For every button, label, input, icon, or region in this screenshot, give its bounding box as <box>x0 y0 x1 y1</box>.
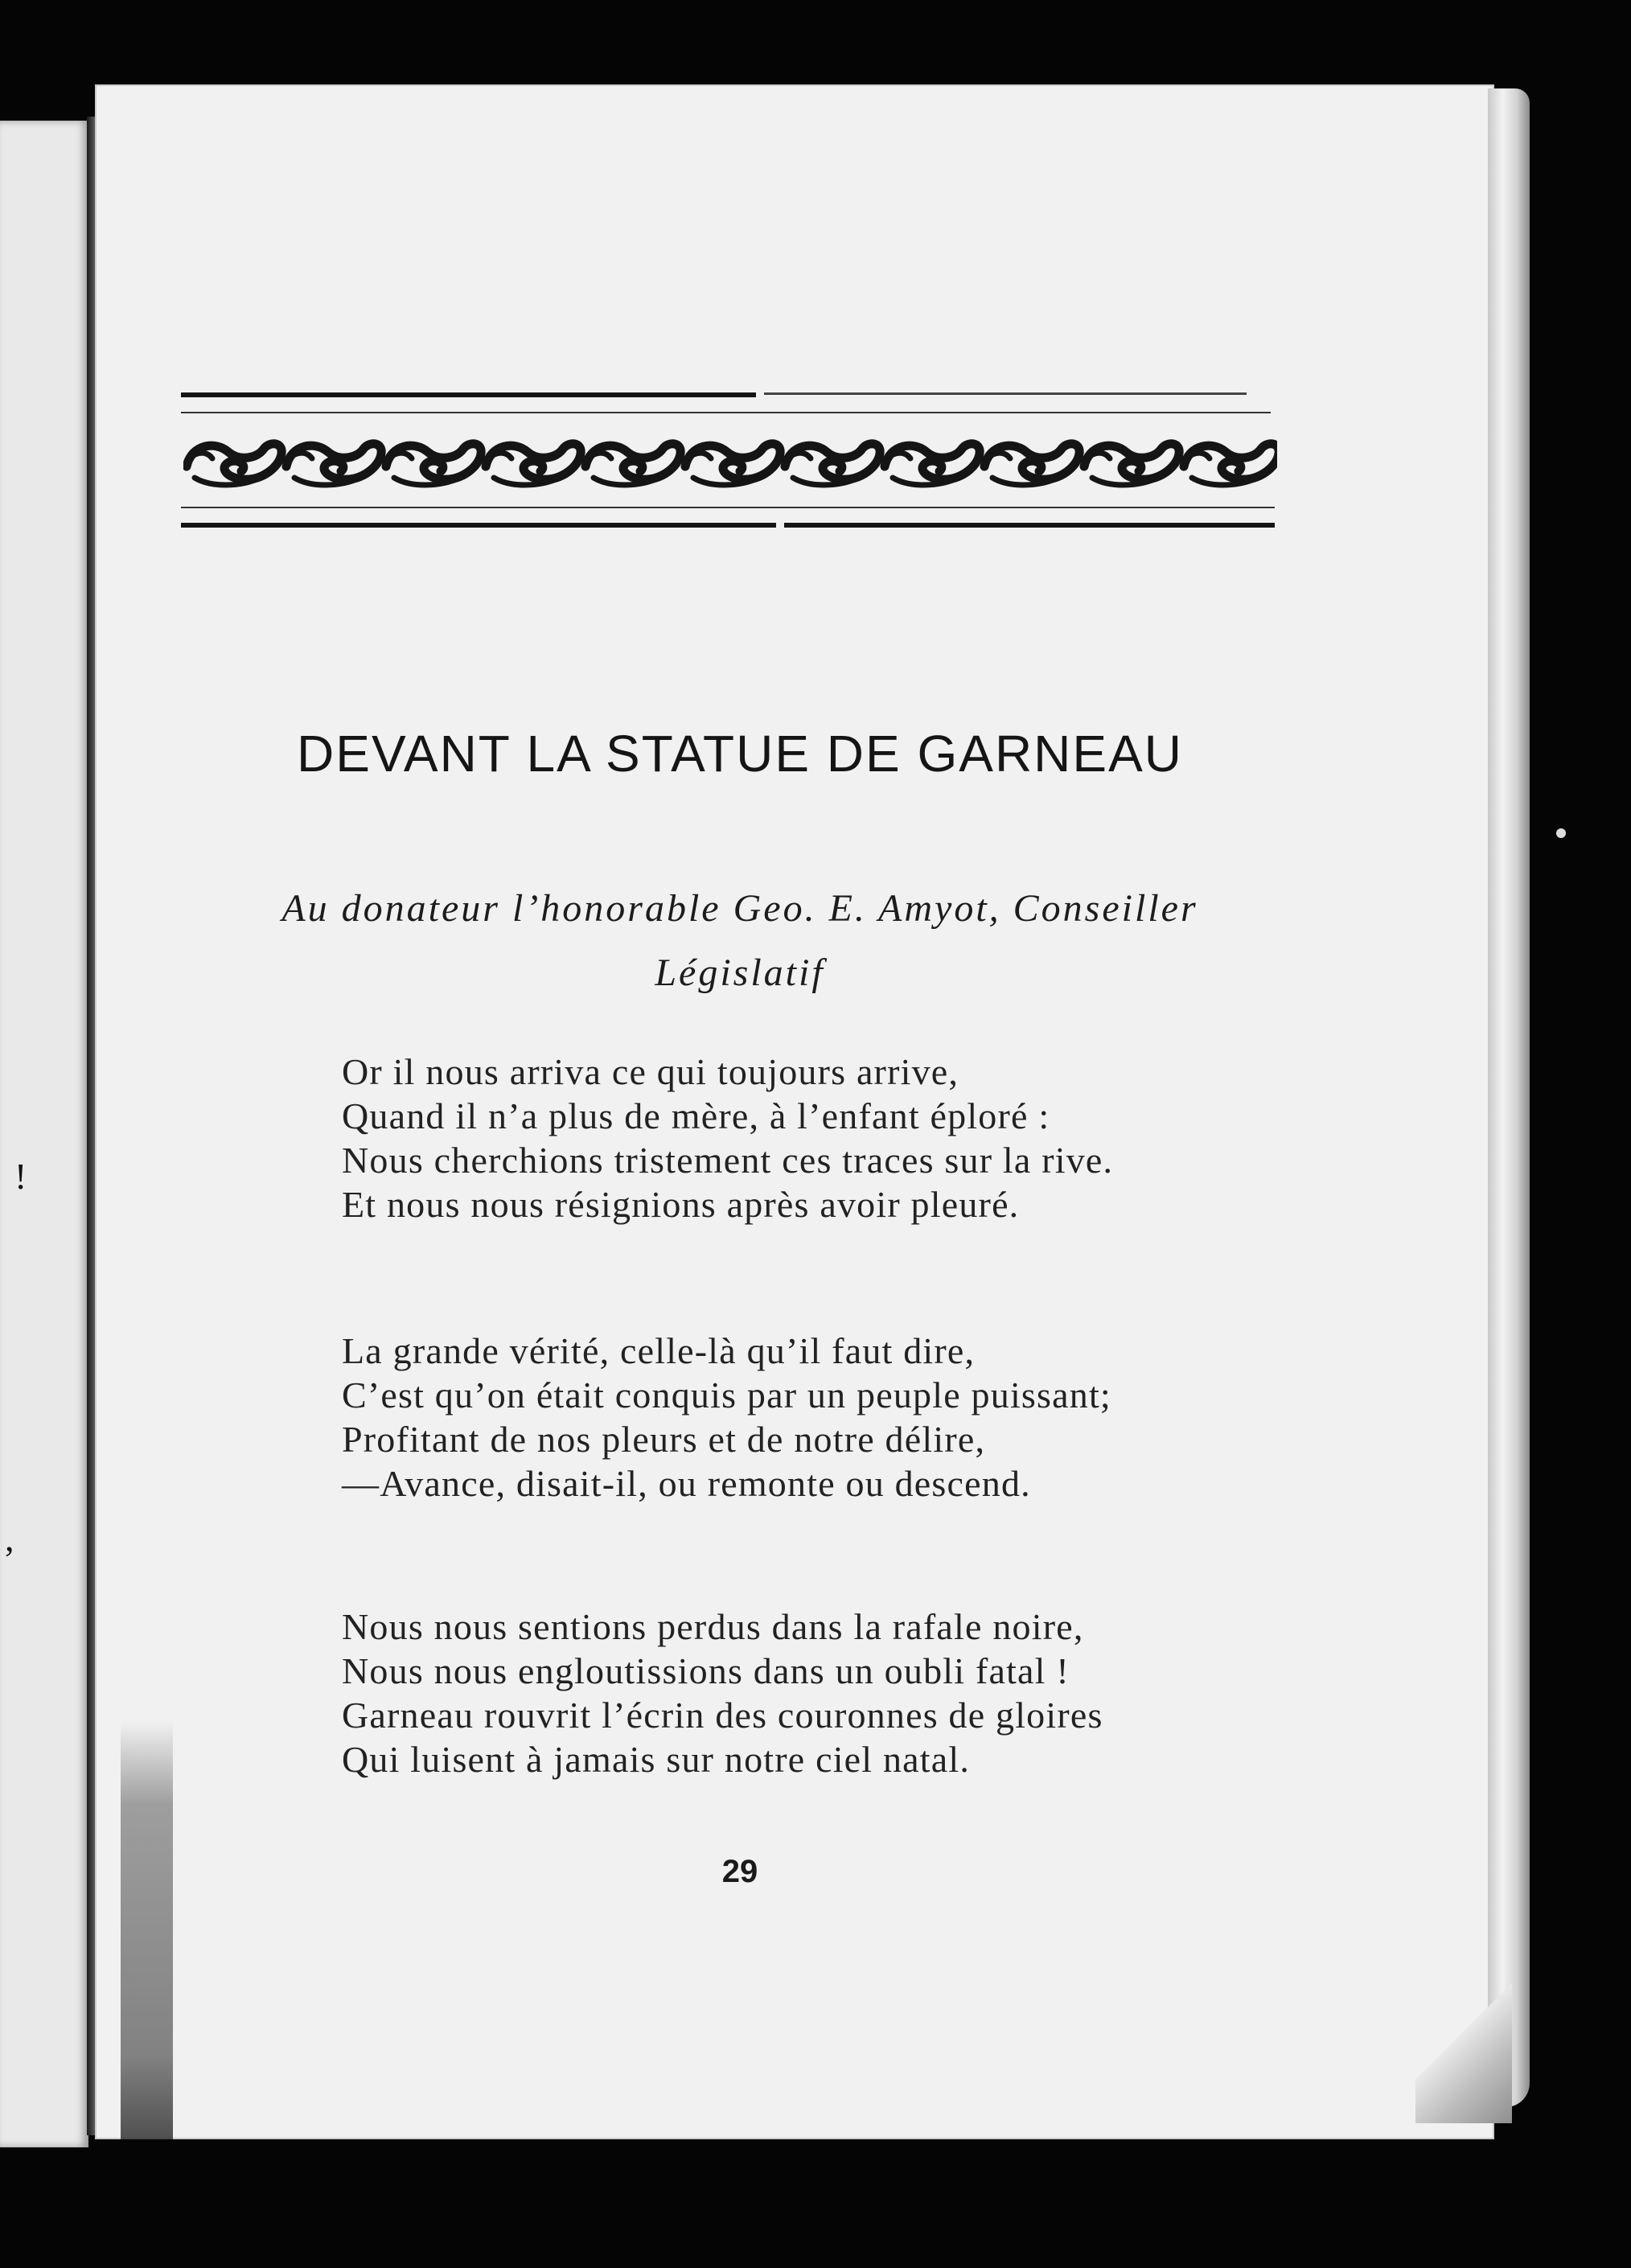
verse-line: Et nous nous résignions après avoir pleuré. <box>342 1184 1020 1225</box>
page-edge-stack <box>1488 88 1530 2107</box>
ornament-rule-top-thin <box>764 392 1247 395</box>
stanza-1 <box>342 1050 1307 1226</box>
dust-speck <box>1556 828 1566 838</box>
ornament-rule-top-inner <box>181 412 1271 413</box>
ornament-rule-top-thick <box>181 392 756 397</box>
verse-line: Nous nous engloutissions dans un oubli fatal ! <box>342 1650 1070 1691</box>
dedication-line-2: Législatif <box>655 951 825 994</box>
stanza-2 <box>342 1329 1307 1506</box>
dedication-line-1: Au donateur l’honorable Geo. E. Amyot, Conseiller <box>281 887 1198 930</box>
ornament-rule-bottom-inner <box>181 507 1275 508</box>
left-page-mark-comma: , <box>5 1518 14 1559</box>
ornament-rule-bottom-thick-left <box>181 523 776 528</box>
verse-line: Qui luisent à jamais sur notre ciel natal. <box>342 1739 971 1780</box>
poem-title: DEVANT LA STATUE DE GARNEAU <box>297 725 1183 783</box>
verse-line: Nous cherchions tristement ces traces sur la rive. <box>342 1140 1114 1181</box>
verse-line: Garneau rouvrit l’écrin des couronnes de gloires <box>342 1695 1103 1736</box>
gutter-stain <box>121 1721 173 2139</box>
ornament-rule-bottom-thick-right <box>784 523 1275 528</box>
verse-line: La grande vérité, celle-là qu’il faut dire, <box>342 1330 976 1371</box>
page-corner-curl <box>1415 1962 1512 2123</box>
verse-line: Nous nous sentions perdus dans la rafale noire, <box>342 1606 1084 1647</box>
scroll-ornament <box>183 434 1277 492</box>
verse-line: C’est qu’on était conquis par un peuple puissant; <box>342 1374 1111 1415</box>
left-page-edge <box>0 121 88 2147</box>
verse-line: Profitant de nos pleurs et de notre délire, <box>342 1419 986 1460</box>
poem-dedication <box>229 877 1251 1005</box>
left-page-mark-exclamation: ! <box>14 1156 27 1197</box>
page-number: 29 <box>721 1854 758 1889</box>
verse-line: Quand il n’a plus de mère, à l’enfant éploré : <box>342 1095 1050 1136</box>
verse-line: Or il nous arriva ce qui toujours arrive, <box>342 1051 959 1092</box>
verse-line: —Avance, disait-il, ou remonte ou descend. <box>342 1463 1031 1504</box>
stanza-3 <box>342 1604 1307 1781</box>
